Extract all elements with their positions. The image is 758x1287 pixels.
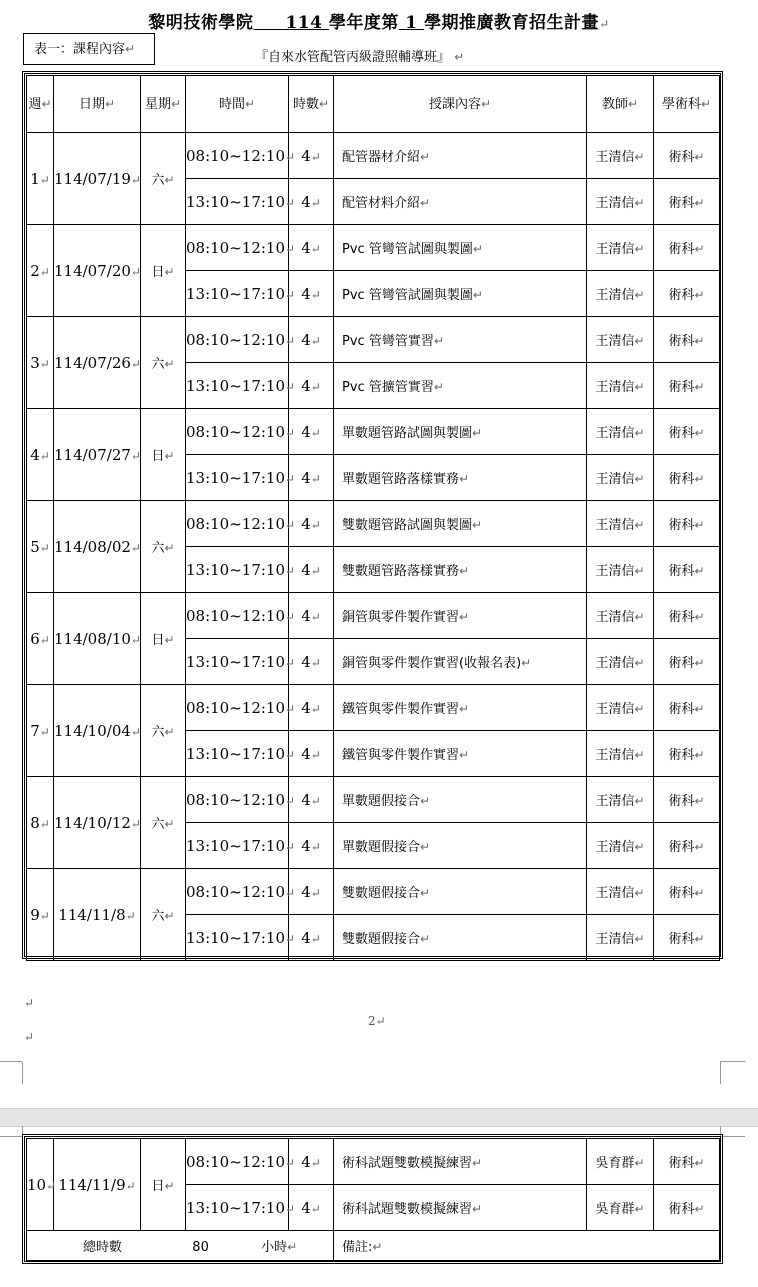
content-cell: Pvc 管彎管試圖與製圖↵ [334, 271, 587, 317]
teacher-cell: 王清信↵ [587, 133, 654, 179]
page-break-gap [0, 1108, 758, 1127]
weekday-cell: 日↵ [141, 409, 186, 501]
crop-mark [0, 1062, 23, 1084]
week-cell: 6↵ [27, 593, 54, 685]
table-row [27, 225, 720, 271]
week-cell: 7↵ [27, 685, 54, 777]
content-cell: 雙數題假接合↵ [334, 915, 587, 961]
content-cell: 單數題假接合↵ [334, 777, 587, 823]
type-cell: 術科↵ [654, 731, 720, 777]
teacher-cell: 王清信↵ [587, 639, 654, 685]
teacher-cell: 王清信↵ [587, 409, 654, 455]
total-value: 80 [192, 1240, 209, 1255]
content-cell: 銅管與零件製作實習(收報名表)↵ [334, 639, 587, 685]
header-type: 學術科↵ [654, 76, 720, 133]
table-row [27, 593, 720, 639]
time-cell: 13:10~17:10↵ [186, 1185, 289, 1231]
type-cell: 術科↵ [654, 685, 720, 731]
header-weekday: 星期↵ [141, 76, 186, 133]
header-teacher: 教師↵ [587, 76, 654, 133]
type-cell: 術科↵ [654, 547, 720, 593]
date-cell: 114/07/26↵ [54, 317, 141, 409]
week-cell: 3↵ [27, 317, 54, 409]
teacher-cell: 王清信↵ [587, 869, 654, 915]
table-row [27, 777, 720, 823]
teacher-cell: 王清信↵ [587, 593, 654, 639]
date-cell: 114/07/27↵ [54, 409, 141, 501]
time-cell: 08:10~12:10↵ [186, 685, 289, 731]
teacher-cell: 王清信↵ [587, 271, 654, 317]
header-row [27, 76, 720, 133]
type-cell: 術科↵ [654, 317, 720, 363]
week-cell: 4↵ [27, 409, 54, 501]
type-cell: 術科↵ [654, 593, 720, 639]
teacher-cell: 王清信↵ [587, 915, 654, 961]
hours-cell: 4↵ [289, 317, 334, 363]
table-row [27, 501, 720, 547]
teacher-cell: 王清信↵ [587, 179, 654, 225]
teacher-cell: 王清信↵ [587, 685, 654, 731]
table-row [27, 409, 720, 455]
hours-cell: 4↵ [289, 501, 334, 547]
weekday-cell: 六↵ [141, 501, 186, 593]
table-row [27, 685, 720, 731]
type-cell: 術科↵ [654, 915, 720, 961]
hours-cell: 4↵ [289, 685, 334, 731]
crop-mark [0, 1126, 23, 1137]
remarks-cell: 備註:↵ [334, 1231, 720, 1261]
hours-cell: 4↵ [289, 409, 334, 455]
time-cell: 08:10~12:10↵ [186, 317, 289, 363]
header-time: 時間↵ [186, 76, 289, 133]
time-cell: 08:10~12:10↵ [186, 225, 289, 271]
hours-cell: 4↵ [289, 777, 334, 823]
content-cell: 配管材料介紹↵ [334, 179, 587, 225]
document-title: 黎明技術學院 114 學年度第 1 學期推廣教育招生計畫↵ [148, 13, 610, 33]
teacher-cell: 王清信↵ [587, 823, 654, 869]
content-cell: 雙數題管路落樣實務↵ [334, 547, 587, 593]
hours-cell: 4↵ [289, 1139, 334, 1185]
weekday-cell: 六↵ [141, 869, 186, 961]
time-cell: 08:10~12:10↵ [186, 1139, 289, 1185]
table-row [27, 1139, 720, 1185]
type-cell: 術科↵ [654, 777, 720, 823]
week-cell: 8↵ [27, 777, 54, 869]
week-cell: 1↵ [27, 133, 54, 225]
table-row [27, 133, 720, 179]
type-cell: 術科↵ [654, 823, 720, 869]
type-cell: 術科↵ [654, 271, 720, 317]
time-cell: 08:10~12:10↵ [186, 501, 289, 547]
type-cell: 術科↵ [654, 179, 720, 225]
content-cell: 單數題管路試圖與製圖↵ [334, 409, 587, 455]
hours-cell: 4↵ [289, 547, 334, 593]
time-cell: 13:10~17:10↵ [186, 823, 289, 869]
class-name: 『自來水管配管丙級證照輔導班』 ↵ [255, 50, 465, 65]
weekday-cell: 六↵ [141, 317, 186, 409]
header-content: 授課內容↵ [334, 76, 587, 133]
date-cell: 114/10/04↵ [54, 685, 141, 777]
hours-cell: 4↵ [289, 133, 334, 179]
crop-mark [720, 1126, 745, 1137]
teacher-cell: 吳育群↵ [587, 1139, 654, 1185]
time-cell: 13:10~17:10↵ [186, 455, 289, 501]
time-cell: 08:10~12:10↵ [186, 593, 289, 639]
date-cell: 114/07/20↵ [54, 225, 141, 317]
header-week: 週↵ [27, 76, 54, 133]
type-cell: 術科↵ [654, 409, 720, 455]
term-prefix: 學年度第 [328, 13, 399, 33]
hours-cell: 4↵ [289, 593, 334, 639]
total-unit: 小時 [261, 1240, 288, 1255]
type-cell: 術科↵ [654, 133, 720, 179]
week-cell: 2↵ [27, 225, 54, 317]
time-cell: 13:10~17:10↵ [186, 547, 289, 593]
content-cell: Pvc 管擴管實習↵ [334, 363, 587, 409]
type-cell: 術科↵ [654, 1139, 720, 1185]
hours-cell: 4↵ [289, 915, 334, 961]
table-row [27, 317, 720, 363]
teacher-cell: 王清信↵ [587, 455, 654, 501]
time-cell: 08:10~12:10↵ [186, 409, 289, 455]
hours-cell: 4↵ [289, 271, 334, 317]
teacher-cell: 王清信↵ [587, 225, 654, 271]
time-cell: 08:10~12:10↵ [186, 869, 289, 915]
weekday-cell: 日↵ [141, 225, 186, 317]
table-row [27, 869, 720, 915]
week-cell: 9↵ [27, 869, 54, 961]
paragraph-mark: ↵ [24, 996, 35, 1010]
type-cell: 術科↵ [654, 639, 720, 685]
teacher-cell: 王清信↵ [587, 363, 654, 409]
date-cell: 114/07/19↵ [54, 133, 141, 225]
teacher-cell: 王清信↵ [587, 317, 654, 363]
type-cell: 術科↵ [654, 1185, 720, 1231]
date-cell: 114/10/12↵ [54, 777, 141, 869]
time-cell: 13:10~17:10↵ [186, 915, 289, 961]
weekday-cell: 六↵ [141, 777, 186, 869]
header-hours: 時數↵ [289, 76, 334, 133]
content-cell: Pvc 管彎管實習↵ [334, 317, 587, 363]
teacher-cell: 王清信↵ [587, 731, 654, 777]
content-cell: 術科試題雙數模擬練習↵ [334, 1185, 587, 1231]
content-cell: 鐵管與零件製作實習↵ [334, 685, 587, 731]
time-cell: 13:10~17:10↵ [186, 363, 289, 409]
total-hours-cell: 總時數 80 小時↵ [27, 1231, 334, 1261]
week-cell: 5↵ [27, 501, 54, 593]
teacher-cell: 王清信↵ [587, 547, 654, 593]
term-suffix: 學期推廣教育招生計畫 [424, 13, 600, 33]
type-cell: 術科↵ [654, 869, 720, 915]
hours-cell: 4↵ [289, 869, 334, 915]
hours-cell: 4↵ [289, 179, 334, 225]
weekday-cell: 六↵ [141, 685, 186, 777]
date-cell: 114/08/02↵ [54, 501, 141, 593]
weekday-cell: 六↵ [141, 133, 186, 225]
total-label: 總時數 [83, 1240, 123, 1255]
header-date: 日期↵ [54, 76, 141, 133]
type-cell: 術科↵ [654, 225, 720, 271]
date-cell: 114/08/10↵ [54, 593, 141, 685]
school-name: 黎明技術學院 [148, 13, 254, 33]
content-cell: 鐵管與零件製作實習↵ [334, 731, 587, 777]
type-cell: 術科↵ [654, 363, 720, 409]
teacher-cell: 王清信↵ [587, 501, 654, 547]
hours-cell: 4↵ [289, 363, 334, 409]
time-cell: 13:10~17:10↵ [186, 731, 289, 777]
time-cell: 13:10~17:10↵ [186, 639, 289, 685]
time-cell: 08:10~12:10↵ [186, 777, 289, 823]
hours-cell: 4↵ [289, 455, 334, 501]
time-cell: 13:10~17:10↵ [186, 179, 289, 225]
crop-mark [720, 1061, 745, 1084]
content-cell: 雙數題假接合↵ [334, 869, 587, 915]
time-cell: 13:10~17:10↵ [186, 271, 289, 317]
content-cell: 單數題管路落樣實務↵ [334, 455, 587, 501]
teacher-cell: 王清信↵ [587, 777, 654, 823]
course-schedule-table-page2 [26, 1138, 720, 1261]
content-cell: Pvc 管彎管試圖與製圖↵ [334, 225, 587, 271]
date-cell: 114/11/8↵ [54, 869, 141, 961]
weekday-cell: 日↵ [141, 1139, 186, 1231]
table-label: 表一：課程內容↵ [23, 33, 155, 65]
total-row [27, 1231, 720, 1261]
content-cell: 雙數題管路試圖與製圖↵ [334, 501, 587, 547]
academic-year: 114 [285, 13, 323, 33]
date-cell: 114/11/9↵ [54, 1139, 141, 1231]
hours-cell: 4↵ [289, 639, 334, 685]
content-cell: 配管器材介紹↵ [334, 133, 587, 179]
content-cell: 單數題假接合↵ [334, 823, 587, 869]
type-cell: 術科↵ [654, 501, 720, 547]
remarks-label: 備註: [342, 1240, 373, 1255]
hours-cell: 4↵ [289, 731, 334, 777]
paragraph-mark: ↵ [24, 1030, 35, 1044]
hours-cell: 4↵ [289, 1185, 334, 1231]
page-number: 2↵ [368, 1014, 386, 1028]
weekday-cell: 日↵ [141, 593, 186, 685]
hours-cell: 4↵ [289, 823, 334, 869]
hours-cell: 4↵ [289, 225, 334, 271]
term-number: 1 [405, 13, 418, 33]
week-cell: 10↵ [27, 1139, 54, 1231]
type-cell: 術科↵ [654, 455, 720, 501]
teacher-cell: 吳育群↵ [587, 1185, 654, 1231]
crop-mark [0, 1061, 22, 1062]
content-cell: 銅管與零件製作實習↵ [334, 593, 587, 639]
content-cell: 術科試題雙數模擬練習↵ [334, 1139, 587, 1185]
time-cell: 08:10~12:10↵ [186, 133, 289, 179]
course-schedule-table [26, 75, 720, 961]
